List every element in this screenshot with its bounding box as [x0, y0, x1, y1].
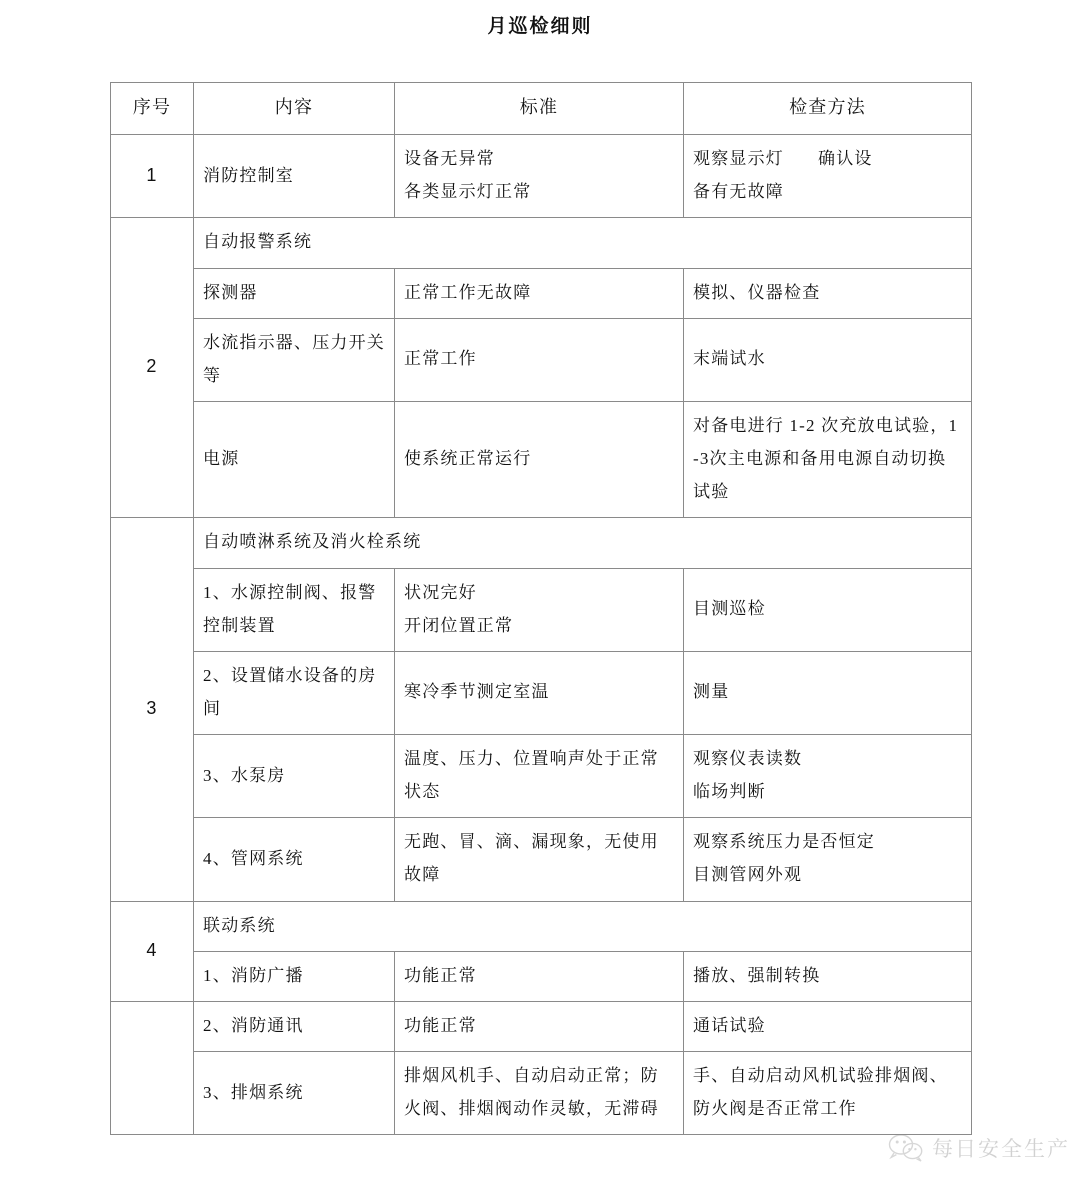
- cell-method-3-1: 目测巡检: [684, 568, 972, 651]
- cell-standard-3-4: 无跑、冒、滴、漏现象，无使用故障: [395, 818, 684, 901]
- column-header-method: 检查方法: [684, 83, 972, 135]
- group-title-3: 自动喷淋系统及消火栓系统: [194, 518, 972, 568]
- cell-method-2-1: 模拟、仪器检查: [684, 268, 972, 318]
- cell-standard-4-3: 排烟风机手、自动启动正常；防火阀、排烟阀动作灵敏，无滞碍: [395, 1052, 684, 1135]
- standard-line-1: 设备无异常: [404, 149, 495, 169]
- group-title-2: 自动报警系统: [194, 218, 972, 268]
- row-seq-4: 4: [111, 901, 194, 1001]
- cell-content-3-4: 4、管网系统: [194, 818, 395, 901]
- cell-content-4-3: 3、排烟系统: [194, 1052, 395, 1135]
- column-header-seq: 序号: [111, 83, 194, 135]
- cell-standard-3-1: [395, 568, 684, 651]
- cell-method-4-2: 通话试验: [684, 1001, 972, 1051]
- watermark: [887, 1132, 1070, 1164]
- table-row: [111, 401, 972, 517]
- method-line-1: 观察仪表读数: [693, 749, 803, 769]
- cell-standard-2-1: 正常工作无故障: [395, 268, 684, 318]
- cell-method-3-2: 测量: [684, 651, 972, 734]
- cell-method-4-1: 播放、强制转换: [684, 951, 972, 1001]
- table-row: [111, 735, 972, 818]
- cell-standard-2-2: 正常工作: [395, 318, 684, 401]
- cell-method-2-2: 末端试水: [684, 318, 972, 401]
- method-line-1: 观察系统压力是否恒定: [693, 832, 875, 852]
- cell-standard-4-2: 功能正常: [395, 1001, 684, 1051]
- cell-content-4-2: 2、消防通讯: [194, 1001, 395, 1051]
- table-row: [111, 268, 972, 318]
- method-line-1a: 观察显示灯: [693, 149, 784, 169]
- table-row: [111, 318, 972, 401]
- cell-content-2-3: 电源: [194, 401, 395, 517]
- table-row: [111, 651, 972, 734]
- row-seq-1: 1: [111, 135, 194, 218]
- table-row: [111, 1052, 972, 1135]
- cell-method-4-3: 手、自动启动风机试验排烟阀、防火阀是否正常工作: [684, 1052, 972, 1135]
- table-header-row: [111, 83, 972, 135]
- wechat-icon: [887, 1132, 925, 1164]
- cell-standard-3-3: 温度、压力、位置响声处于正常状态: [395, 735, 684, 818]
- table-row: [111, 818, 972, 901]
- row-seq-4-blank: [111, 1001, 194, 1134]
- cell-content-4-1: 1、消防广播: [194, 951, 395, 1001]
- table-row: [111, 901, 972, 951]
- group-title-4: 联动系统: [194, 901, 972, 951]
- standard-line-2: 各类显示灯正常: [404, 182, 532, 202]
- table-row: [111, 518, 972, 568]
- watermark-text: 每日安全生产: [932, 1137, 1070, 1161]
- method-line-2: 备有无故障: [693, 182, 784, 202]
- table-row: [111, 951, 972, 1001]
- cell-method-3-3: [684, 735, 972, 818]
- cell-content-1-1: 消防控制室: [194, 135, 395, 218]
- cell-standard-1-1: [395, 135, 684, 218]
- cell-content-3-2: 2、设置储水设备的房间: [194, 651, 395, 734]
- table-row: [111, 1001, 972, 1051]
- cell-standard-4-1: 功能正常: [395, 951, 684, 1001]
- table-row: [111, 568, 972, 651]
- cell-method-1-1: [684, 135, 972, 218]
- method-line-2: 临场判断: [693, 782, 766, 802]
- cell-content-2-1: 探测器: [194, 268, 395, 318]
- inspection-table: [110, 82, 972, 1135]
- cell-content-3-3: 3、水泵房: [194, 735, 395, 818]
- inspection-table-container: [110, 82, 971, 1135]
- standard-line-1: 状况完好: [404, 582, 477, 602]
- cell-standard-3-2: 寒冷季节测定室温: [395, 651, 684, 734]
- column-header-content: 内容: [194, 83, 395, 135]
- standard-line-2: 开闭位置正常: [404, 615, 514, 635]
- row-seq-3: 3: [111, 518, 194, 901]
- row-seq-2: 2: [111, 218, 194, 518]
- cell-standard-2-3: 使系统正常运行: [395, 401, 684, 517]
- method-line-2: 目测管网外观: [693, 865, 803, 885]
- cell-method-2-3: 对备电进行 1-2 次充放电试验，1-3次主电源和备用电源自动切换试验: [684, 401, 972, 517]
- page-title: 月巡检细则: [487, 16, 593, 37]
- cell-method-3-4: [684, 818, 972, 901]
- table-row: [111, 135, 972, 218]
- column-header-standard: 标准: [395, 83, 684, 135]
- cell-content-2-2: 水流指示器、压力开关等: [194, 318, 395, 401]
- table-row: [111, 218, 972, 268]
- cell-content-3-1: 1、水源控制阀、报警控制装置: [194, 568, 395, 651]
- method-line-1b: 确认设: [818, 149, 873, 169]
